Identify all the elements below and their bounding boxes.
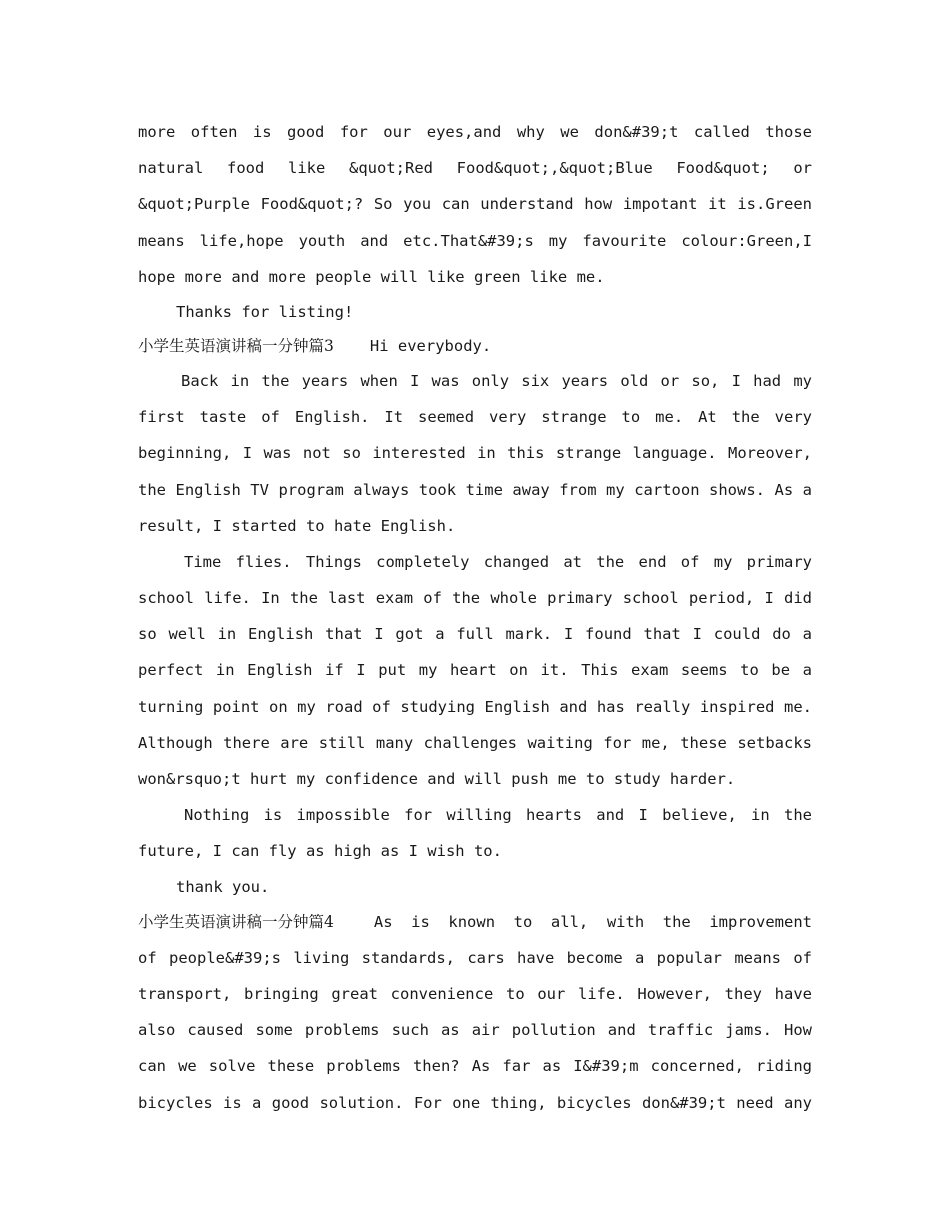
text-line: of people&#39;s living standards, cars have become a popular means of [138, 948, 812, 967]
text-line: result, I started to hate English. [138, 516, 456, 535]
section-4-heading [138, 904, 812, 940]
section-3-heading [138, 329, 812, 363]
text-line: hope more and more people will like green like me. [138, 267, 605, 286]
section-title: 小学生英语演讲稿一分钟篇4 [138, 912, 334, 931]
section-intro: As is known to all, with the improvement [373, 912, 812, 931]
text-line: the English TV program always took time away from my cartoon shows. As a [138, 480, 812, 499]
text-line: means life,hope youth and etc.That&#39;s my favourite colour:Green,I [138, 231, 812, 250]
document-page [138, 114, 812, 1121]
text-line: Although there are still many challenges waiting for me, these setbacks [138, 733, 812, 752]
text-line: bicycles is a good solution. For one thing, bicycles don&#39;t need any [138, 1093, 812, 1112]
text-line: Thanks for listing! [176, 302, 354, 321]
text-line: won&rsquo;t hurt my confidence and will push me to study harder. [138, 770, 736, 788]
text-line: Time flies. Things completely changed at the end of my primary [184, 552, 812, 571]
text-line: also caused some problems such as air pollution and traffic jams. How [138, 1021, 812, 1040]
text-line: natural food like &quot;Red Food&quot;,&quot;Blue Food&quot; or [138, 159, 812, 178]
section-intro: Hi everybody. [369, 336, 492, 355]
section-title: 小学生英语演讲稿一分钟篇3 [138, 336, 334, 355]
text-line: school life. In the last exam of the whole primary school period, I did [138, 589, 812, 608]
text-line: &quot;Purple Food&quot;? So you can understand how impotant it is.Green [138, 195, 812, 214]
text-line: so well in English that I got a full mark. I found that I could do a [138, 625, 812, 644]
text-line: more often is good for our eyes,and why we don&#39;t called those [138, 123, 812, 141]
text-line: first taste of English. It seemed very strange to me. At the very [138, 408, 812, 427]
text-line: perfect in English if I put my heart on it. This exam seems to be a [138, 661, 812, 680]
text-line: turning point on my road of studying English and has really inspired me. [138, 697, 812, 716]
text-line: Back in the years when I was only six years old or so, I had my [181, 371, 812, 390]
text-line: thank you. [176, 877, 270, 896]
text-line: beginning, I was not so interested in this strange language. Moreover, [138, 444, 812, 463]
text-line: Nothing is impossible for willing hearts and I believe, in the [184, 806, 812, 825]
text-line: future, I can fly as high as I wish to. [138, 842, 502, 861]
text-line: can we solve these problems then? As far as I&#39;m concerned, riding [138, 1057, 812, 1076]
text-line: transport, bringing great convenience to our life. However, they have [138, 984, 812, 1003]
